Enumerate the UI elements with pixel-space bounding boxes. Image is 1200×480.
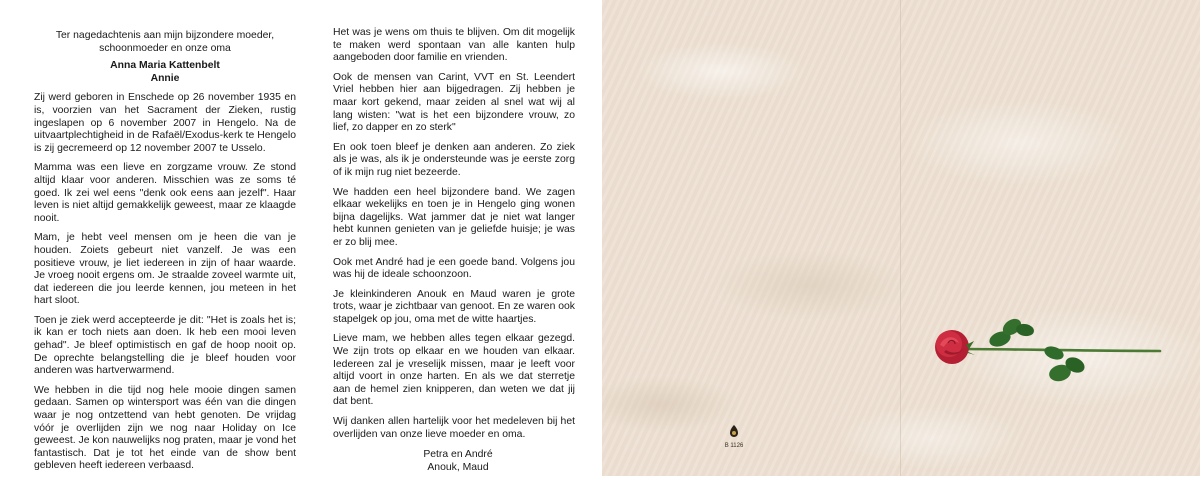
paragraph-caregivers: Ook de mensen van Carint, VVT en St. Leendert Vriel hebben hier aan bijgedragen. Zij hebben je maar kort gekend, maar zeiden al snel wat wij al lang wisten: "wat is het een bijzondere vrouw, zo lief, zo dapper en zo sterk" [333, 71, 575, 134]
paragraph-grandchildren: Je kleinkinderen Anouk en Maud waren je grote trots, waar je zichtbaar van genoot. En ze waren ook stapelgek op jou, oma met de witte haartjes. [333, 288, 576, 325]
card-fold-line [900, 0, 901, 476]
left-text-column [34, 30, 296, 480]
deceased-nickname: Annie [150, 72, 180, 84]
paragraph-thinking-of-others: En ook toen bleef je denken aan anderen. Zo ziek als je was, als ik je ondersteunde was je eerste zorg of ik mijn rug niet bezeerde. [333, 141, 575, 178]
paragraph-birth-death: Zij werd geboren in Enschede op 26 november 1935 en is, voorzien van het Sacrament der Zieken, rustig ingeslapen op 6 november 2007 in Hengelo. Na de uitvaartplechtigheid in de Rafaël/Exodus-kerk te Hengelo is zij gecremeerd op 12 november 2007 te Usselo. [34, 92, 296, 154]
printer-mark [714, 424, 754, 449]
signoff-line-2: Anouk, Maud [427, 461, 489, 473]
paragraph-last-times: We hebben in die tijd nog hele mooie dingen samen gedaan. Samen op wintersport was één van die dingen waar je nog ontzettend van hebt genoten. De vrijdag vóór je overlijden zijn we nog naar Holiday on Ice geweest. Je kon nauwelijks nog praten, maar je vond het fantastisch. Dat je tot het einde van de show bent gebleven heeft iedereen verbaasd. [34, 384, 296, 472]
rose-icon [922, 305, 1167, 395]
deceased-name: Anna Maria Kattenbelt [110, 60, 220, 72]
paragraph-stay-home: Het was je wens om thuis te blijven. Om dit mogelijk te maken werd spontaan van alle kanten hulp aangeboden door familie en vrienden. [333, 27, 575, 64]
paragraph-farewell: Lieve mam, we hebben alles tegen elkaar gezegd. We zijn trots op elkaar en we houden van elkaar. Iedereen zal je vreselijk missen, maar je leeft voor altijd voort in onze harten. En als we dat sterretje aan de hemel zien knipperen, dan weten we dat jij dat bent. [333, 333, 575, 408]
paragraph-thanks: Wij danken allen hartelijk voor het medeleven bij het overlijden van onze lieve moeder en oma. [333, 416, 575, 440]
paragraph-andre: Ook met André had je een goede band. Volgens jou was hij de ideale schoonzoon. [333, 256, 575, 281]
paragraph-illness: Toen je ziek werd accepteerde je dit: "Het is zoals het is; ik kan er toch niets aan doen. Ik heb een mooi leven gehad". Je bleef optimistisch en gaf de hoop nooit op. De oprechte belangstelling die je bleef houden voor anderen was hartverwarmend. [34, 314, 296, 377]
paragraph-special-bond: We hadden een heel bijzondere band. We zagen elkaar wekelijks en toen je in Hengelo ging wonen bijna dagelijks. Wat jammer dat je niet wat langer hebt kunnen genieten van je geliefde huisje; je was er zo blij mee. [333, 186, 575, 248]
printer-code: B 1126 [724, 443, 744, 449]
card-back-panel [602, 0, 1200, 476]
printer-logo-icon [729, 425, 739, 437]
paragraph-caring-woman: Mamma was een lieve en zorgzame vrouw. Ze stond altijd klaar voor anderen. Misschien was ze soms té goed. Ik zei wel eens "denk ook eens aan jezelf". Haar leven is niet altijd gemakkelijk geweest, maar ze klaagde nooit. [34, 162, 296, 224]
paragraph-loved-by-many: Mam, je hebt veel mensen om je heen die van je houden. Zoiets gebeurt niet vanzelf. Je was een positieve vrouw, je liet iedereen in zijn of haar waarde. Je vroeg nooit ergens om. Je straalde zoveel warmte uit, dat iedereen die jou leerde kennen, jou meteen in het hart sloot. [34, 232, 296, 307]
intro-line-2: schoonmoeder en onze oma [99, 42, 231, 54]
signoff-line-1: Petra en André [423, 449, 493, 461]
middle-text-column [333, 27, 575, 474]
signoff [333, 449, 575, 474]
intro-line-1: Ter nagedachtenis aan mijn bijzondere moeder, [55, 30, 275, 41]
